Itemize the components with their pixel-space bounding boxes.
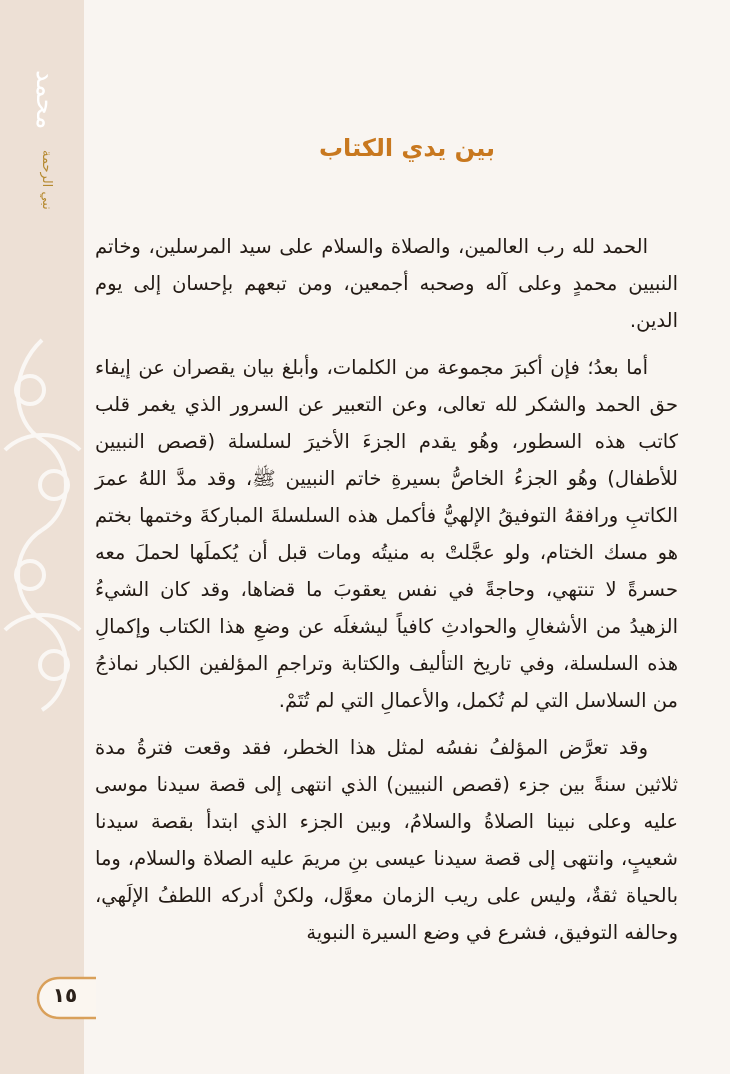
logo-sub-text: نبي الرحمة xyxy=(39,150,54,210)
paragraph-1: الحمد لله رب العالمين، والصلاة والسلام على سيد المرسلين، وخاتم النبيين محمدٍ وعلى آله وصحبه أجمعين، ومن تبعهم بإحسان إلى يوم الدين. xyxy=(95,235,678,332)
floral-ornament-icon xyxy=(0,330,84,750)
logo-main-text: محمد xyxy=(30,70,60,130)
page-number: ١٥ xyxy=(52,983,78,1007)
body-text xyxy=(95,228,678,961)
series-logo xyxy=(28,70,58,250)
paragraph-2: أما بعدُ؛ فإن أكبرَ مجموعة من الكلمات، وأبلغ بيان يقصران عن إيفاء حق الحمد والشكر لله تعالى، وعن التعبير عن السرور الذي يغمر قلب كاتب هذه السطور، وهُو يقدم الجزءَ الأخيرَ لسلسلة (قصص النبيين للأطفال) وهُو الجزءُ الخاصُّ بسيرةِ خاتم النبيين ﷺ، وقد مدَّ اللهُ عمرَ الكاتبِ ورافقهُ التوفيقُ الإلهيُّ فأكمل هذه السلسلةَ المباركةَ وختمها بختم هو مسك الختام، ولو عجَّلتْ به منيتُه ومات قبل أن يُكملَها لحملَ معه حسرةً لا تنتهي، وحاجةً في نفس يعقوبَ ما قضاها، وقد كان الشيءُ الزهيدُ من الأشغالِ والحوادثِ كافياً ليشغلَه عن وضعِ هذا الكتاب وإكمالِ هذه السلسلة، وفي تاريخ التأليف والكتابة وتراجمِ المؤلفين الكبار نماذجُ من السلاسل التي لم تُكمل، والأعمالِ التي لم تُتَمْ. xyxy=(95,356,678,712)
paragraph-3: وقد تعرَّض المؤلفُ نفسُه لمثل هذا الخطر، فقد وقعت فترةُ مدة ثلاثين سنةً بين جزء (قصص النبيين) الذي انتهى إلى قصة سيدنا موسى عليه وعلى نبينا الصلاةُ والسلامُ، وبين الجزء الذي ابتدأ بقصة سيدنا شعيبٍ، وانتهى إلى قصة سيدنا عيسى بنِ مريمَ عليه الصلاة والسلام، وما بالحياة ثقةٌ، وليس على ريب الزمان معوَّل، ولكنْ أدركه اللطفُ الإلَهي، وحالفه التوفيق، فشرع في وضع السيرة النبوية xyxy=(95,736,678,944)
page-title: بين يدي الكتاب xyxy=(318,134,496,162)
